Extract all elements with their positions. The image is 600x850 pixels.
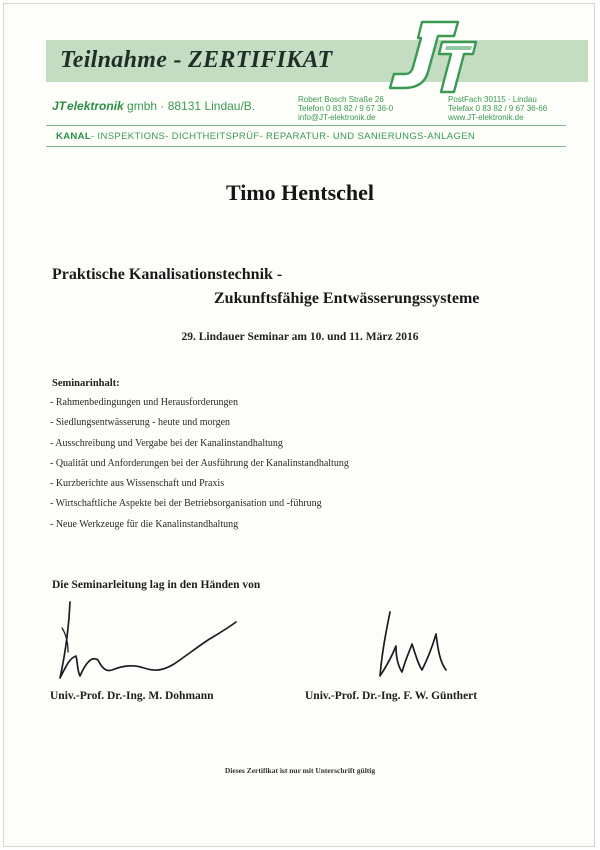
postbox-line: PostFach 30115 · Lindau [448, 95, 537, 104]
signer-name-2: Univ.-Prof. Dr.-Ing. F. W. Günthert [305, 690, 478, 702]
brand-location: gmbh · 88131 Lindau/B. [123, 99, 256, 113]
seminar-contents-list [50, 396, 349, 538]
services-line [56, 131, 475, 142]
validity-note: Dieses Zertifikat ist nur mit Unterschrift gültig [224, 766, 376, 775]
certificate-title: Teilnahme - ZERTIFIKAT [60, 47, 333, 73]
jt-logo [388, 18, 478, 96]
header-divider-bottom [46, 146, 566, 147]
seminar-lead-text: Die Seminarleitung lag in den Händen von [52, 579, 261, 591]
services-text: - INSPEKTIONS- DICHTHEITSPRÜF- REPARATUR- UND SANIERUNGS-ANLAGEN [91, 131, 476, 142]
list-item: - Siedlungsentwässerung - heute und morgen [50, 417, 231, 429]
list-item: - Neue Werkzeuge für die Kanalinstandhaltung [50, 518, 239, 530]
recipient-name: Timo Hentschel [225, 180, 375, 205]
fax-line: Telefax 0 83 82 / 9 67 36-66 [448, 104, 548, 113]
brand-mark-logo: JT [52, 99, 67, 113]
list-item: - Ausschreibung und Vergabe bei der Kanalinstandhaltung [50, 437, 283, 449]
address-block-left [298, 95, 393, 122]
list-item: - Qualität und Anforderungen bei der Ausführung der Kanalinstandhaltung [50, 457, 349, 469]
signature-guenthert [372, 610, 462, 680]
phone-line: Telefon 0 83 82 / 9 67 36-0 [298, 104, 394, 113]
company-brand [52, 99, 255, 113]
website-line: www.JT-elektronik.de [448, 113, 524, 122]
brand-name: elektronik [67, 99, 124, 113]
course-title-line-2: Zukunftsfähige Entwässerungssysteme [214, 290, 480, 307]
signature-dohmann [40, 598, 240, 688]
header-divider-top [46, 125, 566, 126]
course-title-line-1: Praktische Kanalisationstechnik - [52, 266, 283, 283]
email-line: info@JT-elektronik.de [298, 113, 376, 122]
seminar-contents-heading: Seminarinhalt: [52, 378, 120, 389]
seminar-date: 29. Lindauer Seminar am 10. und 11. März 2016 [181, 331, 419, 343]
address-block-right [448, 95, 547, 122]
list-item: - Kurzberichte aus Wissenschaft und Praxis [50, 478, 225, 490]
services-keyword: KANAL [56, 131, 91, 142]
list-item: - Wirtschaftliche Aspekte bei der Betriebsorganisation und -führung [50, 498, 322, 510]
address-line: Robert Bosch Straße 26 [298, 95, 384, 104]
signer-name-1: Univ.-Prof. Dr.-Ing. M. Dohmann [50, 690, 214, 702]
list-item: - Rahmenbedingungen und Herausforderungen [50, 397, 238, 408]
